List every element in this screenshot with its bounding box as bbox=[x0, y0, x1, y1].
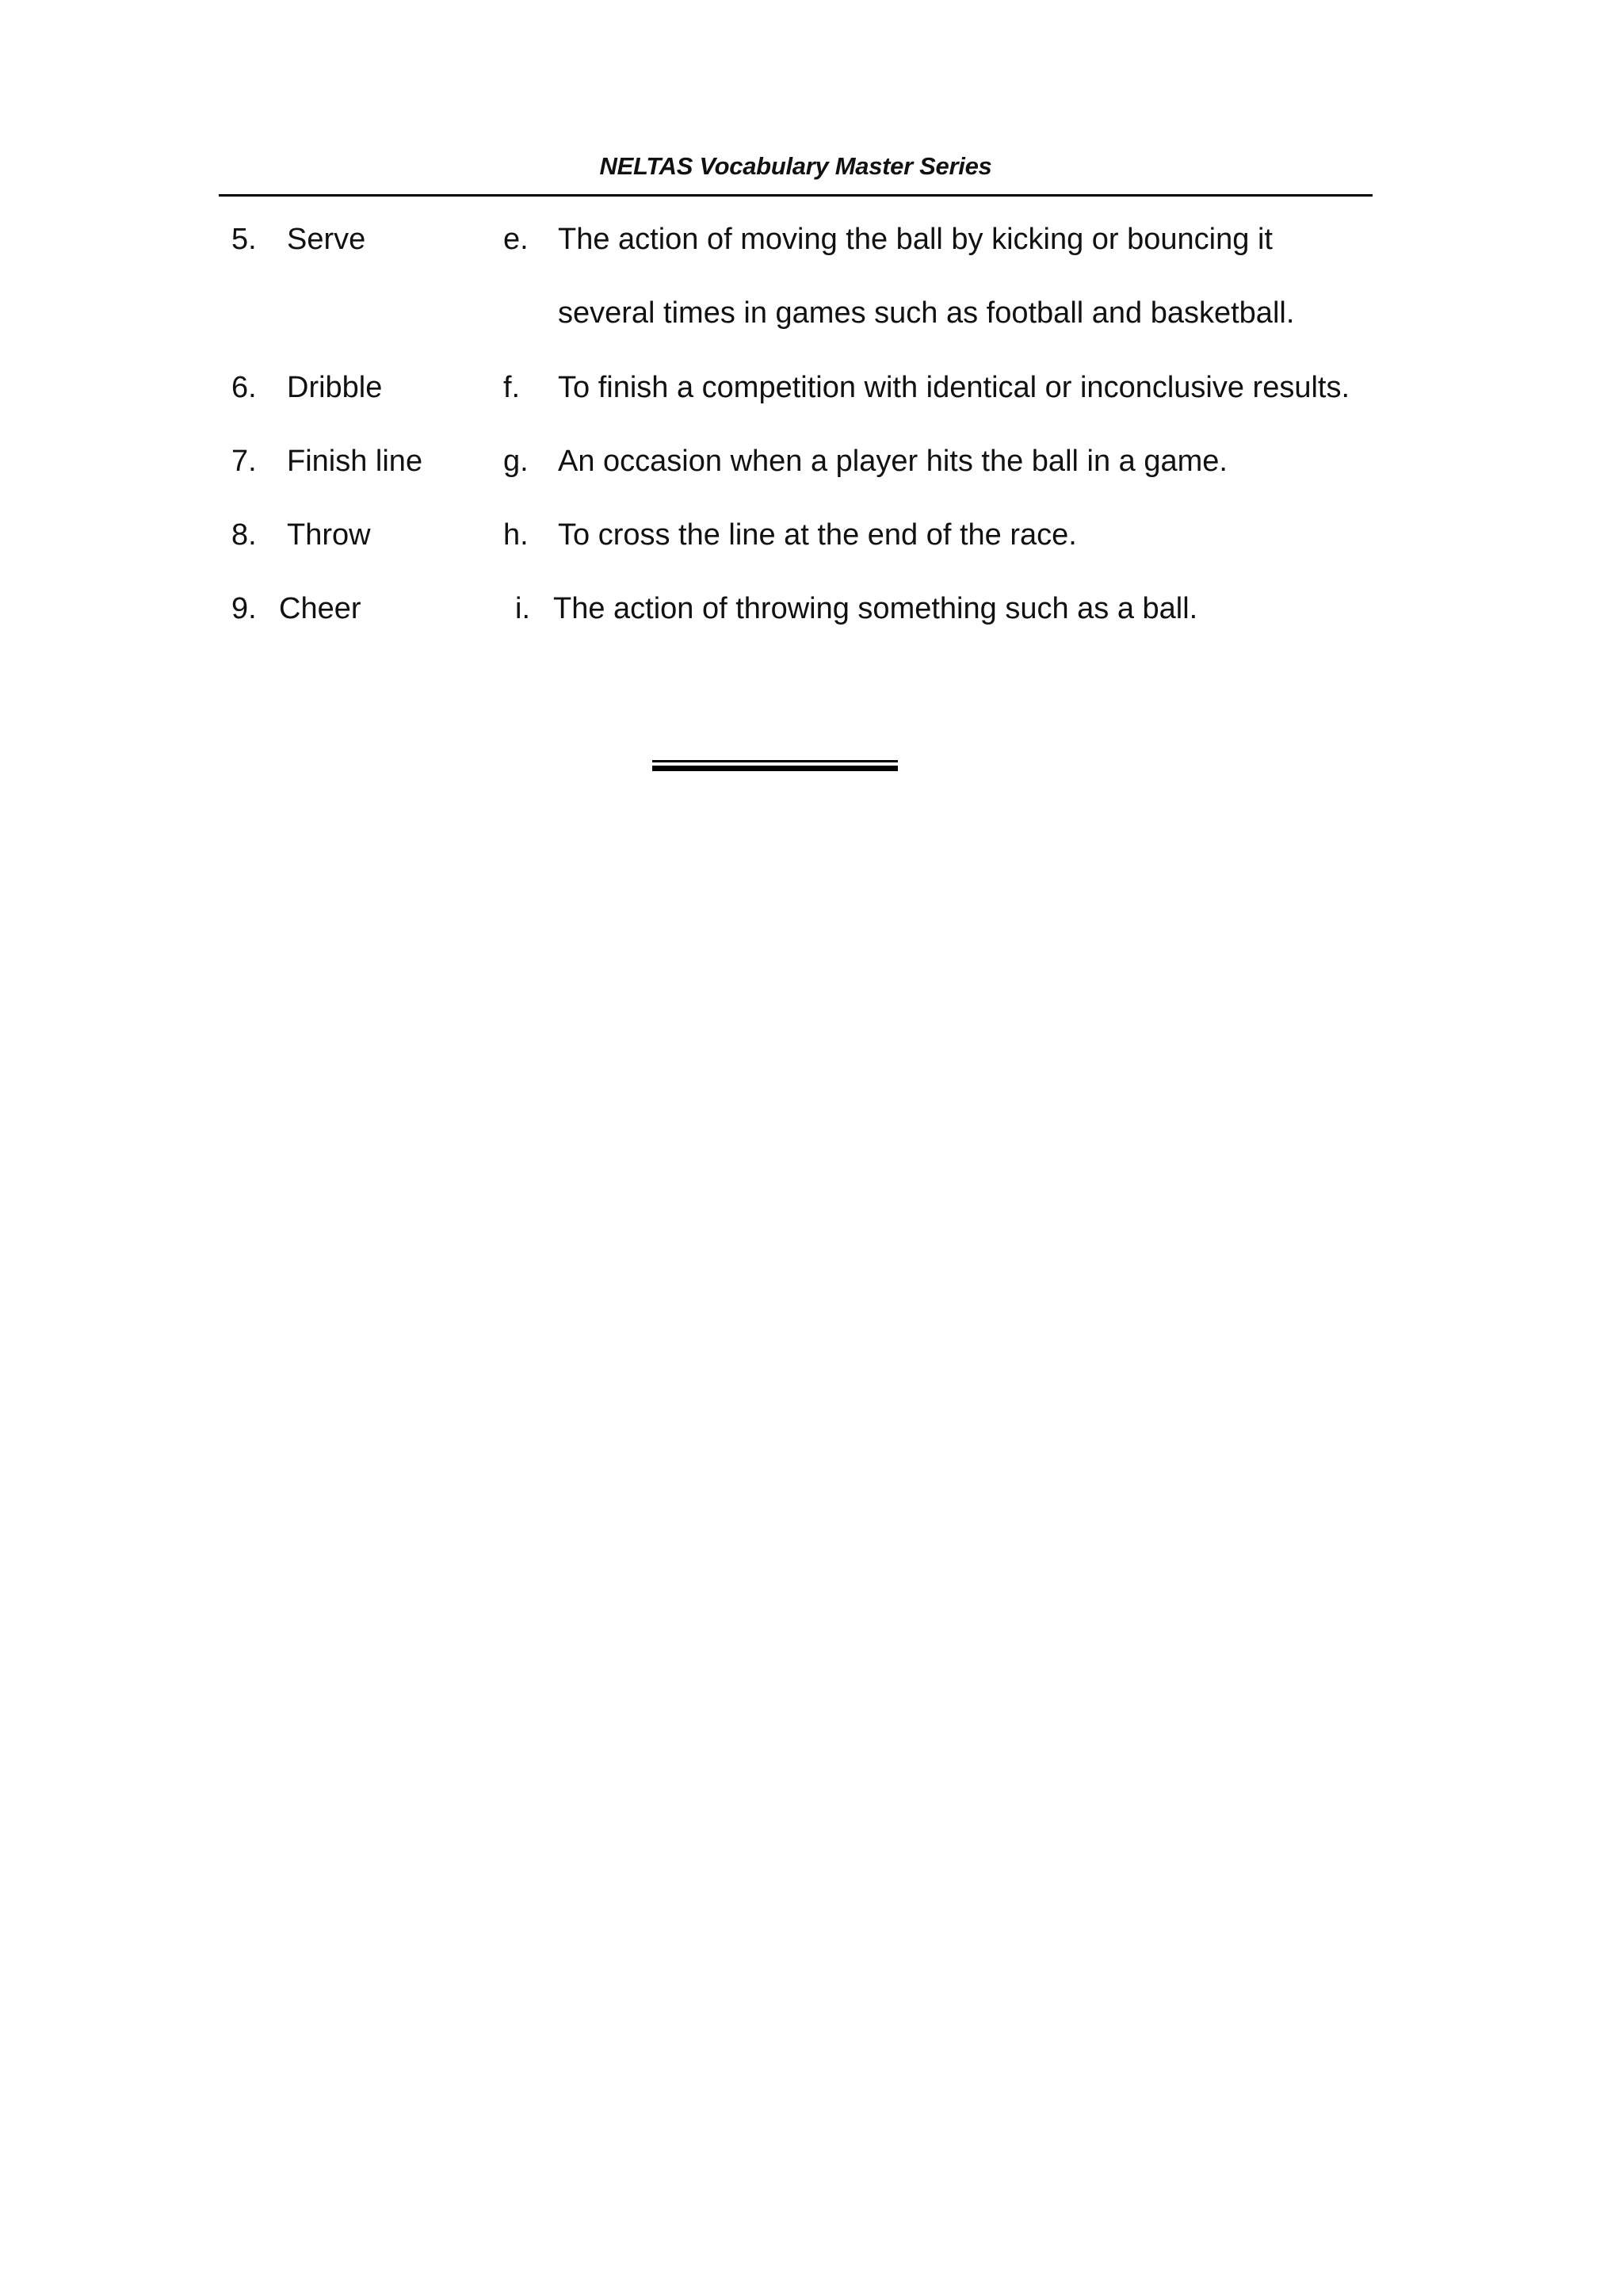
end-of-section-rule bbox=[652, 760, 898, 773]
series-title: NELTAS Vocabulary Master Series bbox=[599, 152, 992, 180]
item-word: Cheer bbox=[279, 592, 361, 625]
item-number: 6. bbox=[231, 371, 257, 404]
matching-row bbox=[0, 585, 1623, 632]
matching-row-continuation bbox=[0, 289, 1623, 337]
definition-letter: i. bbox=[515, 592, 530, 625]
item-number: 8. bbox=[231, 518, 257, 552]
definition-text: To cross the line at the end of the race. bbox=[558, 518, 1077, 552]
definition-text: An occasion when a player hits the ball in a game. bbox=[558, 445, 1228, 478]
rule-thick-line bbox=[652, 766, 898, 771]
page-header bbox=[219, 149, 1373, 197]
item-number: 7. bbox=[231, 445, 257, 478]
item-number: 9. bbox=[231, 592, 257, 625]
definition-text: To finish a competition with identical or inconclusive results. bbox=[558, 371, 1350, 404]
item-word: Dribble bbox=[287, 371, 383, 404]
definition-text: The action of throwing something such as a ball. bbox=[553, 592, 1198, 625]
definition-letter: e. bbox=[503, 223, 529, 256]
item-number: 5. bbox=[231, 223, 257, 256]
definition-text-continued: several times in games such as football and basketball. bbox=[558, 296, 1295, 330]
definition-letter: h. bbox=[503, 518, 529, 552]
item-word: Throw bbox=[287, 518, 371, 552]
definition-letter: f. bbox=[503, 371, 521, 404]
definition-text: The action of moving the ball by kicking or bouncing it bbox=[558, 223, 1273, 256]
matching-row bbox=[0, 216, 1623, 263]
matching-row bbox=[0, 364, 1623, 411]
rule-thin-line bbox=[652, 760, 898, 762]
matching-row bbox=[0, 437, 1623, 485]
item-word: Serve bbox=[287, 223, 366, 256]
definition-letter: g. bbox=[503, 445, 529, 478]
matching-row bbox=[0, 511, 1623, 559]
item-word: Finish line bbox=[287, 445, 423, 478]
